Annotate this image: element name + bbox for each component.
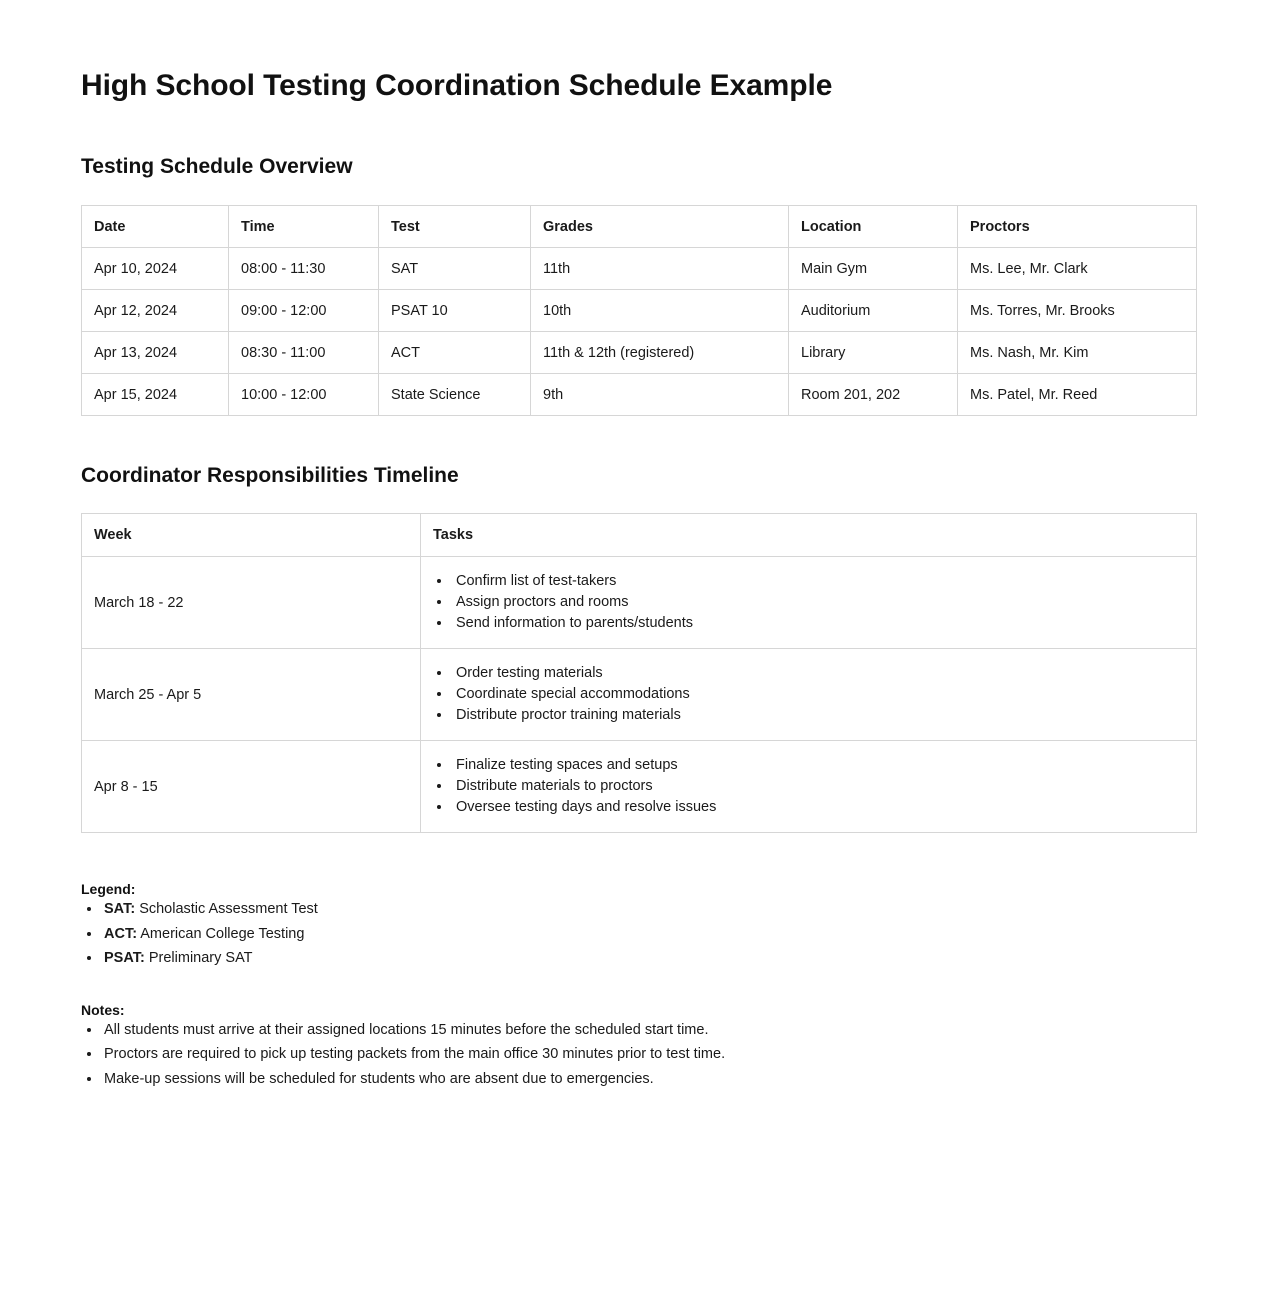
cell-tasks (421, 741, 1197, 833)
cell-time: 10:00 - 12:00 (229, 374, 379, 416)
table-row (82, 649, 1197, 741)
table-row (82, 557, 1197, 649)
column-header-date: Date (82, 206, 229, 248)
cell-tasks (421, 649, 1197, 741)
cell-time: 09:00 - 12:00 (229, 290, 379, 332)
cell-week: March 18 - 22 (82, 557, 421, 649)
column-header-time: Time (229, 206, 379, 248)
legend-definition: Preliminary SAT (148, 950, 253, 967)
cell-test: State Science (379, 374, 531, 416)
legend-definition: American College Testing (140, 925, 305, 942)
list-item: • Distribute materials to proctors (452, 776, 1184, 797)
table-row (82, 332, 1197, 374)
document-content (81, 0, 1196, 1091)
column-header-test: Test (379, 206, 531, 248)
column-header-tasks: Tasks (421, 514, 1197, 557)
page-title: High School Testing Coordination Schedule Example (81, 69, 833, 102)
table-row (82, 248, 1197, 290)
table-row (82, 741, 1197, 833)
column-header-proctors: Proctors (958, 206, 1197, 248)
column-header-location: Location (789, 206, 958, 248)
cell-grades: 11th (531, 248, 789, 290)
schedule-section-heading: Testing Schedule Overview (81, 155, 353, 178)
cell-location: Room 201, 202 (789, 374, 958, 416)
cell-proctors: Ms. Nash, Mr. Kim (958, 332, 1197, 374)
cell-grades: 11th & 12th (registered) (531, 332, 789, 374)
legend-definition: Scholastic Assessment Test (139, 901, 318, 918)
task-list (421, 663, 1184, 726)
cell-date: Apr 12, 2024 (82, 290, 229, 332)
list-item: • Send information to parents/students (452, 613, 1184, 634)
task-list (421, 571, 1184, 634)
list-item: • Proctors are required to pick up testing packets from the main office 30 minutes prior to test time. (102, 1042, 1196, 1067)
table-header-row (82, 206, 1197, 248)
list-item: • Assign proctors and rooms (452, 592, 1184, 613)
list-item (102, 946, 1196, 971)
list-item: • Coordinate special accommodations (452, 684, 1184, 705)
cell-test: PSAT 10 (379, 290, 531, 332)
legend-term: PSAT: (104, 950, 145, 967)
cell-test: ACT (379, 332, 531, 374)
cell-proctors: Ms. Torres, Mr. Brooks (958, 290, 1197, 332)
table-row (82, 374, 1197, 416)
list-item: • Confirm list of test-takers (452, 571, 1184, 592)
list-item (102, 897, 1196, 922)
cell-proctors: Ms. Patel, Mr. Reed (958, 374, 1197, 416)
legend-label: Legend: (81, 881, 136, 898)
list-item: • Order testing materials (452, 663, 1184, 684)
cell-location: Auditorium (789, 290, 958, 332)
list-item (102, 922, 1196, 947)
cell-grades: 10th (531, 290, 789, 332)
cell-date: Apr 10, 2024 (82, 248, 229, 290)
cell-grades: 9th (531, 374, 789, 416)
cell-date: Apr 15, 2024 (82, 374, 229, 416)
notes-label: Notes: (81, 1001, 125, 1018)
list-item: • All students must arrive at their assigned locations 15 minutes before the scheduled start time. (102, 1018, 1196, 1043)
cell-test: SAT (379, 248, 531, 290)
cell-week: Apr 8 - 15 (82, 741, 421, 833)
notes-list (81, 1018, 1196, 1092)
column-header-grades: Grades (531, 206, 789, 248)
cell-week: March 25 - Apr 5 (82, 649, 421, 741)
legend-term: ACT: (104, 925, 138, 942)
task-list (421, 755, 1184, 818)
legend-list (81, 897, 1196, 971)
table-header-row (82, 514, 1197, 557)
testing-schedule-table (81, 205, 1197, 416)
list-item: • Make-up sessions will be scheduled for students who are absent due to emergencies. (102, 1067, 1196, 1092)
column-header-week: Week (82, 514, 421, 557)
cell-proctors: Ms. Lee, Mr. Clark (958, 248, 1197, 290)
list-item: • Distribute proctor training materials (452, 705, 1184, 726)
coordinator-responsibilities-table (81, 513, 1197, 833)
timeline-section-heading: Coordinator Responsibilities Timeline (81, 464, 459, 488)
cell-time: 08:30 - 11:00 (229, 332, 379, 374)
cell-location: Library (789, 332, 958, 374)
legend-term: SAT: (104, 901, 136, 918)
table-row (82, 290, 1197, 332)
cell-date: Apr 13, 2024 (82, 332, 229, 374)
list-item: • Oversee testing days and resolve issues (452, 797, 1184, 818)
cell-location: Main Gym (789, 248, 958, 290)
list-item: • Finalize testing spaces and setups (452, 755, 1184, 776)
cell-time: 08:00 - 11:30 (229, 248, 379, 290)
cell-tasks (421, 557, 1197, 649)
